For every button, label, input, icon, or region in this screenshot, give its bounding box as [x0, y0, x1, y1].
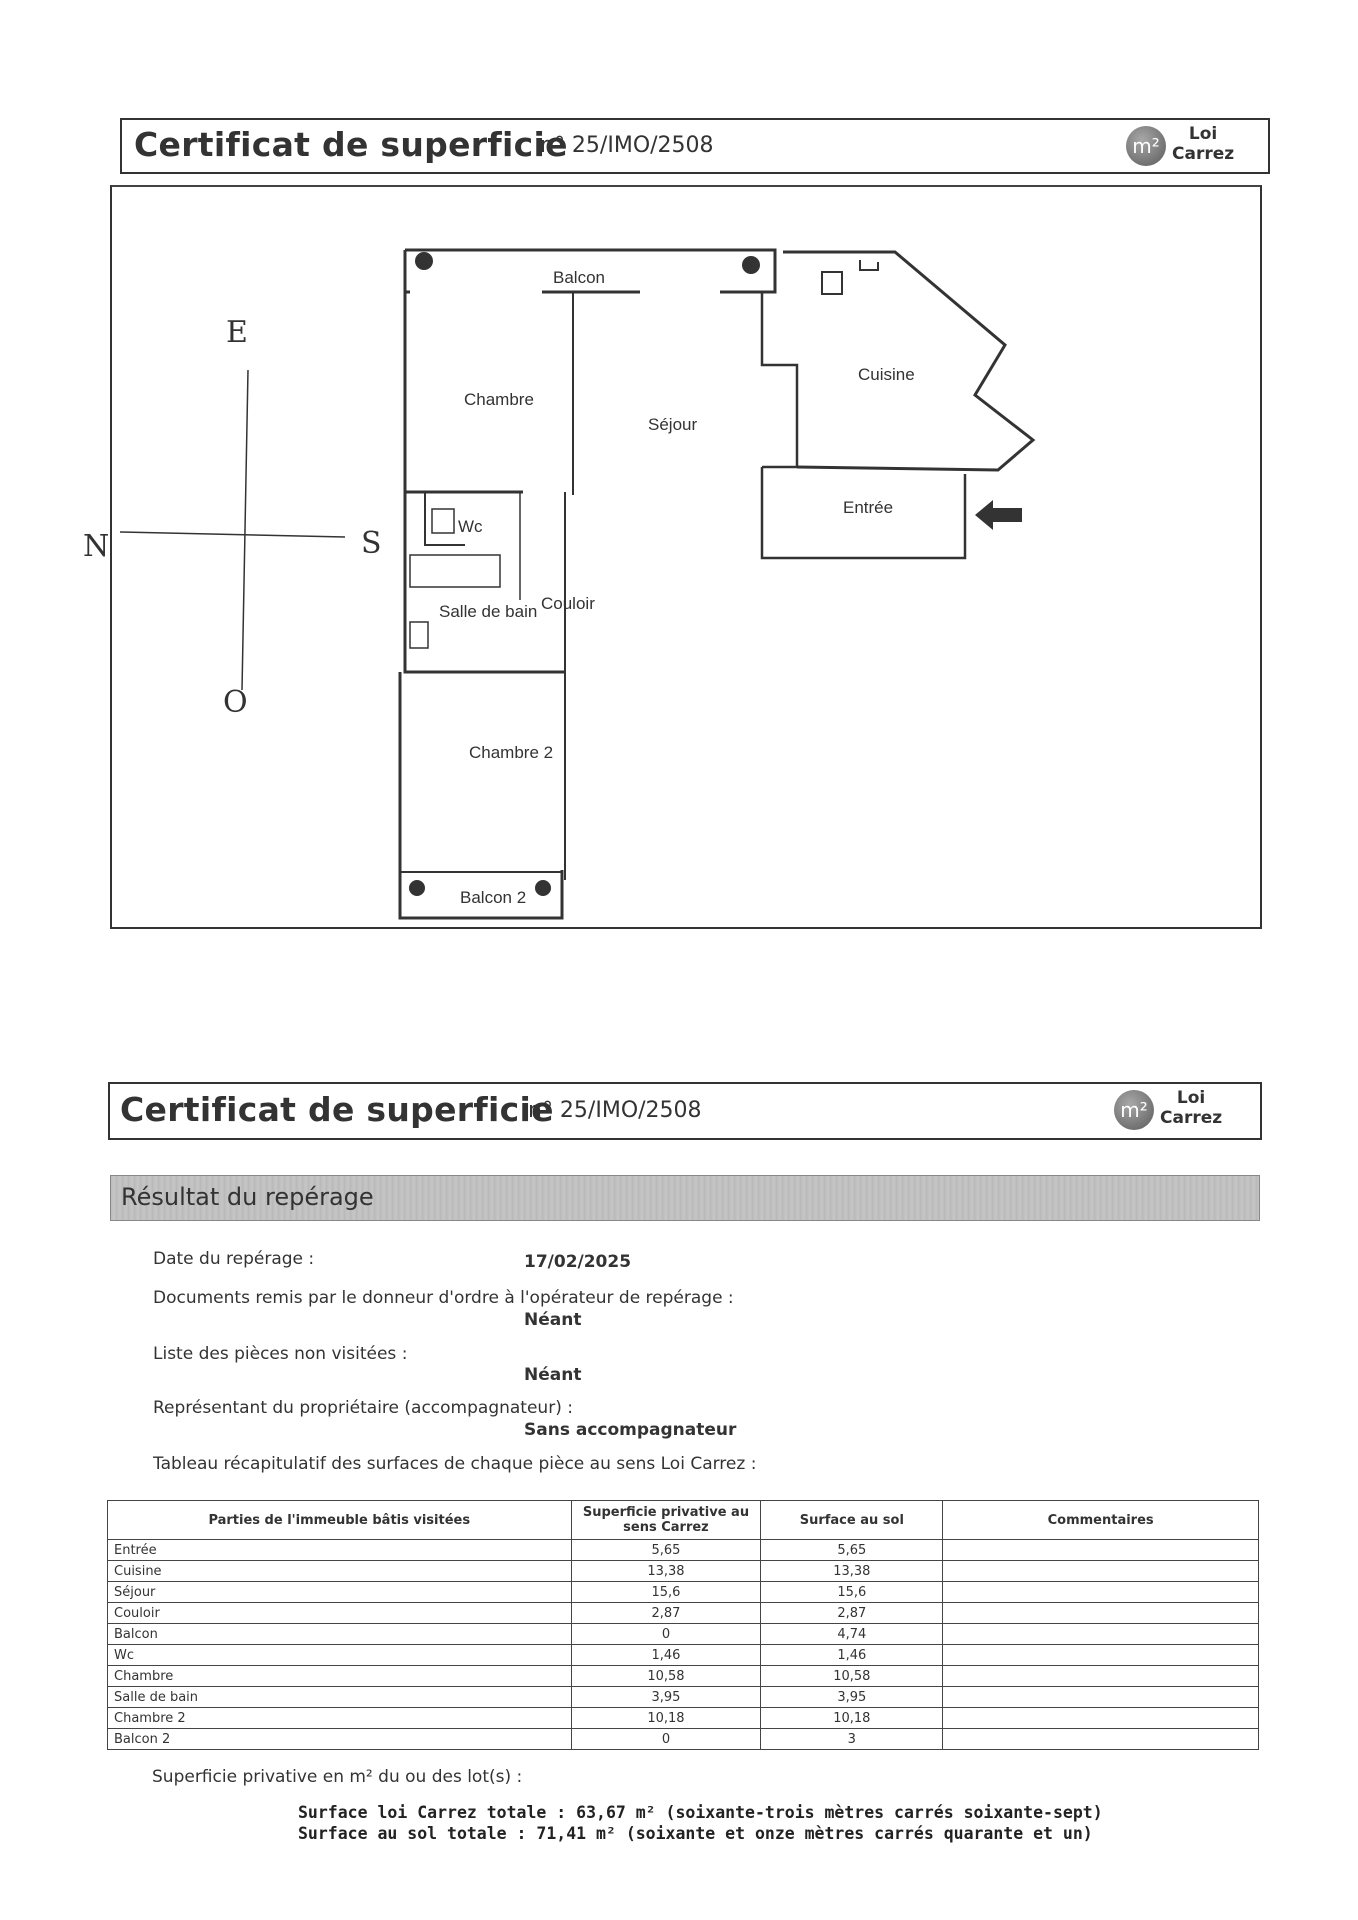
row-name: Couloir	[108, 1603, 572, 1624]
compass-drawing	[120, 370, 345, 690]
result-heading-band	[110, 1175, 1260, 1221]
room-label-couloir: Couloir	[541, 594, 595, 613]
row-carrez: 3,95	[571, 1687, 761, 1708]
row-carrez: 13,38	[571, 1561, 761, 1582]
row-comment	[943, 1561, 1259, 1582]
table-header-row	[108, 1501, 1259, 1540]
logo-carrez-text: Carrez	[1172, 144, 1235, 164]
documents-label: Documents remis par le donneur d'ordre à l'opérateur de repérage :	[153, 1288, 734, 1308]
row-carrez: 0	[571, 1729, 761, 1750]
row-sol: 15,6	[761, 1582, 943, 1603]
room-label-salle-de-bain: Salle de bain	[439, 602, 538, 621]
certificate-title: Certificat de superficie	[134, 125, 568, 164]
table-row	[108, 1603, 1259, 1624]
row-comment	[943, 1645, 1259, 1666]
row-name: Chambre	[108, 1666, 572, 1687]
table-row	[108, 1582, 1259, 1603]
m2-logo-icon-2: m²	[1114, 1090, 1154, 1130]
totals-label: Superficie privative en m² du ou des lot(s) :	[152, 1767, 523, 1787]
result-heading: Résultat du repérage	[121, 1183, 374, 1211]
row-comment	[943, 1624, 1259, 1645]
surface-table	[107, 1500, 1259, 1750]
row-sol: 3,95	[761, 1687, 943, 1708]
row-comment	[943, 1582, 1259, 1603]
date-label: Date du repérage :	[153, 1249, 315, 1269]
row-comment	[943, 1708, 1259, 1729]
row-sol: 10,18	[761, 1708, 943, 1729]
table-row	[108, 1645, 1259, 1666]
row-carrez: 2,87	[571, 1603, 761, 1624]
room-label-balcon: Balcon	[553, 268, 605, 287]
table-row	[108, 1624, 1259, 1645]
row-name: Balcon	[108, 1624, 572, 1645]
table-row	[108, 1561, 1259, 1582]
row-name: Cuisine	[108, 1561, 572, 1582]
row-comment	[943, 1603, 1259, 1624]
table-row	[108, 1666, 1259, 1687]
row-sol: 1,46	[761, 1645, 943, 1666]
certificate-header-bottom	[108, 1082, 1262, 1140]
certificate-number: n° 25/IMO/2508	[540, 133, 714, 158]
date-value: 17/02/2025	[524, 1252, 632, 1272]
header-comments: Commentaires	[943, 1501, 1259, 1540]
row-carrez: 15,6	[571, 1582, 761, 1603]
table-row	[108, 1708, 1259, 1729]
row-name: Chambre 2	[108, 1708, 572, 1729]
row-name: Séjour	[108, 1582, 572, 1603]
row-carrez: 10,18	[571, 1708, 761, 1729]
row-carrez: 10,58	[571, 1666, 761, 1687]
compass-e: E	[226, 315, 248, 350]
row-sol: 3	[761, 1729, 943, 1750]
documents-value: Néant	[524, 1310, 582, 1330]
compass-n: N	[83, 529, 110, 564]
room-label-entree: Entrée	[843, 498, 894, 517]
room-label-balcon-2: Balcon 2	[460, 888, 527, 907]
loi-carrez-logo-2	[1160, 1088, 1222, 1128]
rooms-not-visited-value: Néant	[524, 1365, 582, 1385]
representative-label: Représentant du propriétaire (accompagnateur) :	[153, 1398, 573, 1418]
room-label-sejour: Séjour	[648, 415, 698, 434]
room-label-chambre: Chambre	[464, 390, 534, 409]
row-comment	[943, 1729, 1259, 1750]
m2-logo-icon: m²	[1126, 126, 1166, 166]
table-row	[108, 1687, 1259, 1708]
logo-carrez-text-2: Carrez	[1160, 1108, 1223, 1128]
total-sol: Surface au sol totale : 71,41 m² (soixante et onze mètres carrés quarante et un)	[298, 1824, 1093, 1843]
room-label-wc: Wc	[458, 517, 483, 536]
room-label-chambre-2: Chambre 2	[469, 743, 554, 762]
logo-loi-text-2: Loi	[1176, 1088, 1206, 1108]
table-row	[108, 1540, 1259, 1561]
room-label-cuisine: Cuisine	[858, 365, 915, 384]
row-carrez: 5,65	[571, 1540, 761, 1561]
row-sol: 4,74	[761, 1624, 943, 1645]
compass-s: S	[361, 526, 382, 561]
row-name: Salle de bain	[108, 1687, 572, 1708]
rooms-not-visited-label: Liste des pièces non visitées :	[153, 1344, 408, 1364]
total-carrez: Surface loi Carrez totale : 63,67 m² (soixante-trois mètres carrés soixante-sept)	[298, 1803, 1103, 1822]
row-comment	[943, 1687, 1259, 1708]
row-sol: 10,58	[761, 1666, 943, 1687]
row-carrez: 1,46	[571, 1645, 761, 1666]
representative-value: Sans accompagnateur	[524, 1420, 737, 1440]
header-parts: Parties de l'immeuble bâtis visitées	[108, 1501, 572, 1540]
certificate-title-2: Certificat de superficie	[120, 1090, 554, 1129]
table-body	[108, 1540, 1259, 1750]
row-name: Entrée	[108, 1540, 572, 1561]
row-carrez: 0	[571, 1624, 761, 1645]
certificate-number-2: n° 25/IMO/2508	[528, 1098, 702, 1123]
row-sol: 2,87	[761, 1603, 943, 1624]
compass-o: O	[223, 685, 248, 720]
row-name: Wc	[108, 1645, 572, 1666]
header-carrez: Superficie privative au sens Carrez	[571, 1501, 761, 1540]
table-intro: Tableau récapitulatif des surfaces de chaque pièce au sens Loi Carrez :	[153, 1454, 757, 1474]
logo-loi-text: Loi	[1188, 124, 1218, 144]
header-sol: Surface au sol	[761, 1501, 943, 1540]
row-sol: 5,65	[761, 1540, 943, 1561]
row-sol: 13,38	[761, 1561, 943, 1582]
row-comment	[943, 1540, 1259, 1561]
row-name: Balcon 2	[108, 1729, 572, 1750]
row-comment	[943, 1666, 1259, 1687]
table-row	[108, 1729, 1259, 1750]
